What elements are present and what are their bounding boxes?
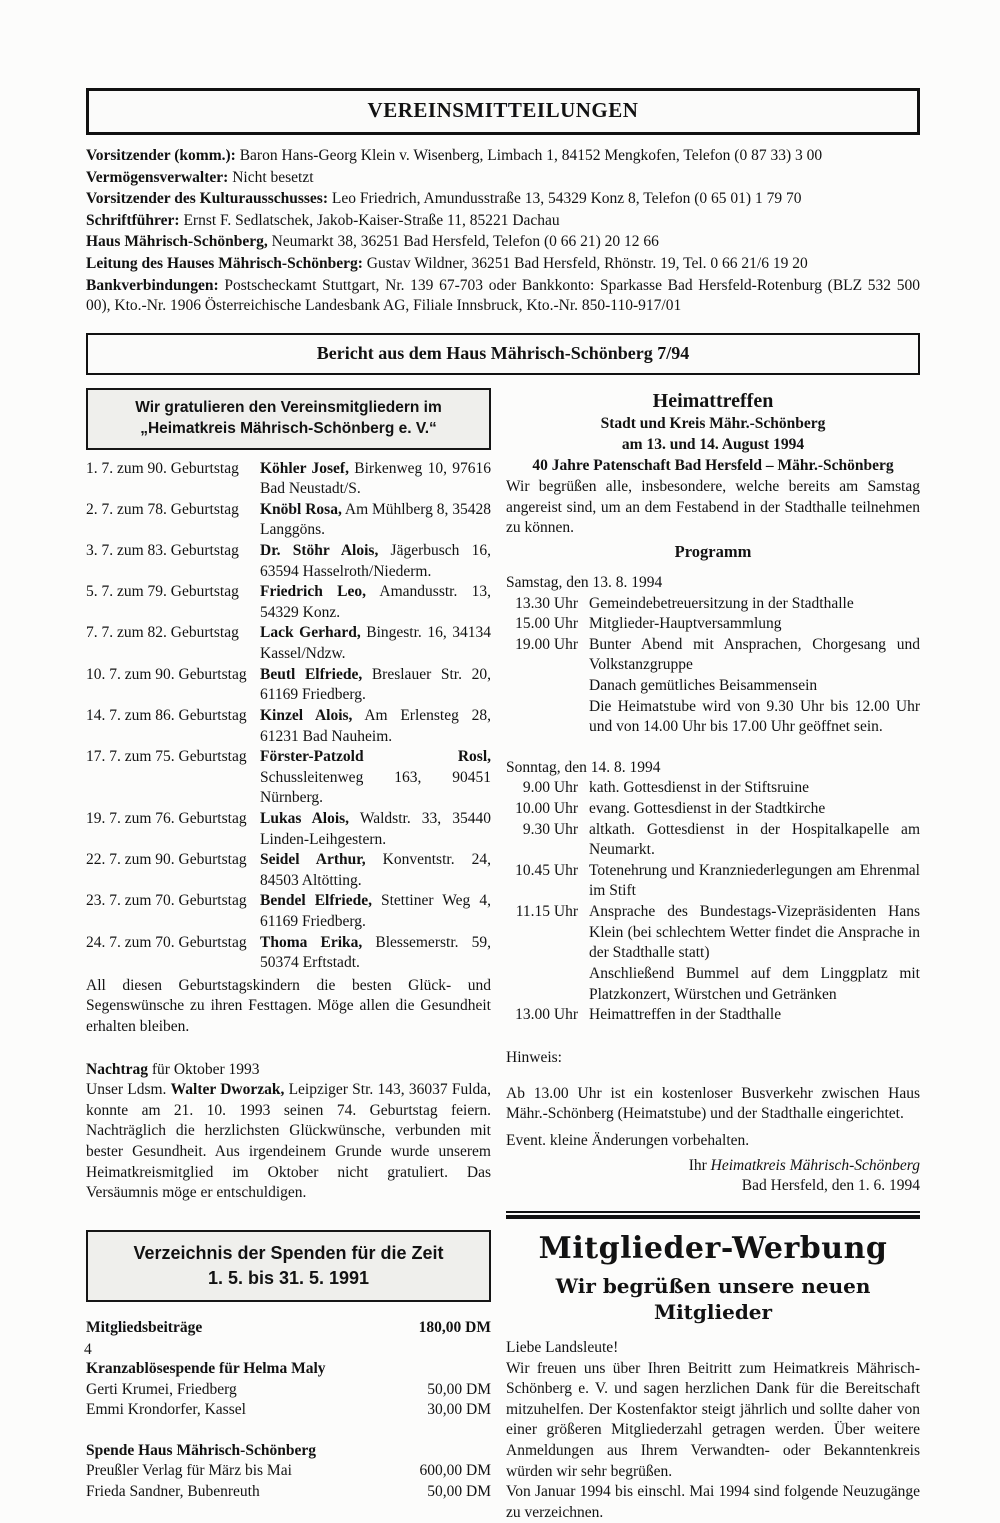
birthday-closing: All diesen Geburtstagskindern die besten Glück- und Segenswünsche zu ihren Festtagen. Möge allen die Gesundheit erhalten bleiben.: [86, 976, 491, 1036]
schedule-text: Anschließend Bummel auf dem Linggplatz mit Platzkonzert, Würstchen und Getränken: [589, 964, 920, 1003]
divider-thick-line: [506, 1215, 920, 1219]
birthday-name: Bendel Elfriede,: [260, 892, 372, 910]
schedule-text: altkath. Gottesdienst in der Hospitalkapelle am Neumarkt.: [589, 820, 920, 859]
birthday-row: [86, 500, 491, 541]
birthday-address: Konventstr. 24, 84503 Altötting.: [260, 851, 491, 889]
schedule-text: Gemeindebetreuersitzung in der Stadthalle: [589, 594, 854, 612]
birthday-name: Lack Gerhard,: [260, 624, 361, 642]
birthday-row: [86, 665, 491, 706]
nachtrag-rest: Leipziger Str. 143, 36037 Fulda, konnte am 21. 10. 1993 seinen 74. Geburtstag feiern. Nachträglich die herzlichsten Glückwünsche, verbunden mit bester Gesundheit. Aus irgendeinem Grunde wurde unserem Heimatkreismitglied im Oktober nicht gratuliert. Das Versäumnis möge er entschuldigen.: [86, 1081, 492, 1202]
spenden-donor: Emmi Krondorfer, Kassel: [86, 1401, 246, 1419]
heimattreffen-title: Heimattreffen: [652, 389, 774, 412]
birthday-entry: [260, 933, 491, 974]
officer-label: Vorsitzender des Kulturausschusses:: [86, 190, 328, 208]
birthday-date: 2. 7. zum 78. Geburtstag: [86, 500, 239, 518]
congrats-line2: „Heimatkreis Mährisch-Schönberg e. V.“: [140, 419, 437, 437]
officer-line: [86, 211, 920, 232]
heimattreffen-sub2: am 13. und 14. August 1994: [621, 435, 805, 453]
section-banner: Bericht aus dem Haus Mährisch-Schönberg 7/94: [86, 333, 920, 375]
heimattreffen-sub3: 40 Jahre Patenschaft Bad Hersfeld – Mähr.-Schönberg: [532, 456, 894, 474]
saturday-heading: Samstag, den 13. 8. 1994: [506, 573, 663, 591]
birthday-row: [86, 747, 491, 809]
schedule-row: [506, 594, 920, 615]
spenden-row: [86, 1461, 491, 1482]
spenden-row: [86, 1482, 491, 1503]
officer-line: [86, 168, 920, 189]
birthday-list: [86, 459, 491, 974]
hinweis-label: Hinweis:: [506, 1048, 562, 1066]
officer-label: Vorsitzender (komm.):: [86, 146, 236, 164]
sunday-heading: Sonntag, den 14. 8. 1994: [506, 758, 661, 776]
birthday-name: Kinzel Alois,: [260, 706, 353, 724]
schedule-text: Danach gemütliches Beisammensein: [589, 676, 818, 694]
birthday-address: Am Erlensteg 28, 61231 Bad Nauheim.: [260, 706, 491, 745]
right-column: [506, 388, 920, 1523]
nachtrag-pre: Unser Ldsm.: [86, 1081, 171, 1099]
birthday-name: Seidel Arthur,: [260, 851, 366, 869]
hinweis-text: Ab 13.00 Uhr ist ein kostenloser Busverkehr zwischen Haus Mähr.-Schönberg (Heimatstube) und der Stadthalle eingerichtet.: [506, 1084, 920, 1123]
schedule-row: [506, 1005, 920, 1026]
werbung-subtitle: Wir begrüßen unsere neuen Mitglieder: [555, 1273, 871, 1325]
sunday-schedule: [506, 778, 920, 1025]
schedule-row: [506, 676, 920, 697]
schedule-time: 10.45 Uhr: [515, 861, 578, 879]
birthday-date: 24. 7. zum 70. Geburtstag: [86, 933, 247, 951]
birthday-entry: [260, 891, 491, 932]
officer-label: Schriftführer:: [86, 211, 180, 229]
officer-label: Bankverbindungen:: [86, 276, 219, 294]
officer-text: Nicht besetzt: [228, 168, 314, 186]
birthday-entry: [260, 582, 491, 623]
schedule-time: 11.15 Uhr: [515, 903, 578, 921]
werbung-paragraph-1: Wir freuen uns über Ihren Beitritt zum Heimatkreis Mährisch-Schönberg e. V. und sagen herzlichen Dank für die Bereitschaft mitzuhelfen. Der Kostenfaktor steigt jährlich und sollte daher von einer größeren Mitgliederzahl getragen werden. Über weitere Anmeldungen aus Ihrem Verwandten- oder Bekanntenkreis würden wir sehr begrüßen.: [506, 1359, 920, 1480]
werbung-salutation: Liebe Landsleute!: [506, 1338, 619, 1356]
spenden-donor: Frieda Sandner, Bubenreuth: [86, 1482, 260, 1500]
congrats-box: [86, 388, 491, 450]
birthday-row: [86, 891, 491, 932]
schedule-time: [506, 964, 578, 1005]
birthday-date: 19. 7. zum 76. Geburtstag: [86, 809, 247, 827]
officer-line: [86, 189, 920, 210]
schedule-time: 9.30 Uhr: [522, 820, 578, 838]
spenden-amount: 600,00 DM: [419, 1462, 491, 1480]
birthday-name: Friedrich Leo,: [260, 583, 366, 601]
heimattreffen-sub1: Stadt und Kreis Mähr.-Schönberg: [600, 415, 826, 433]
birthday-name: Dr. Stöhr Alois,: [260, 542, 379, 560]
birthday-entry: [260, 747, 491, 809]
spenden-donor: Preußler Verlag für März bis Mai: [86, 1462, 292, 1480]
schedule-text: Mitglieder-Hauptversammlung: [589, 615, 782, 633]
left-column: [86, 388, 491, 1523]
schedule-time: 10.00 Uhr: [515, 800, 578, 818]
birthday-row: [86, 459, 491, 500]
schedule-row: [506, 902, 920, 964]
birthday-address: Jägerbusch 16, 63594 Hasselroth/Niederm.: [260, 542, 491, 580]
spenden-amount: 50,00 DM: [427, 1380, 491, 1398]
nachtrag-heading: [86, 1060, 491, 1081]
birthday-address: Breslauer Str. 20, 61169 Friedberg.: [260, 665, 491, 704]
birthday-date: 14. 7. zum 86. Geburtstag: [86, 706, 247, 724]
spenden-amount: 50,00 DM: [427, 1482, 491, 1500]
spenden-box: [86, 1230, 491, 1302]
schedule-text: Bunter Abend mit Ansprachen, Chorgesang und Volkstanzgruppe: [589, 635, 920, 674]
birthday-row: [86, 933, 491, 974]
birthday-address: Blessemerstr. 59, 50374 Erftstadt.: [260, 933, 492, 972]
birthday-row: [86, 623, 491, 664]
schedule-row: [506, 964, 920, 1005]
masthead-title: VEREINSMITTEILUNGEN: [367, 98, 639, 122]
werbung-title: Mitglieder-Werbung: [538, 1230, 888, 1266]
schedule-time: 13.00 Uhr: [515, 1006, 578, 1024]
birthday-address: Birkenweg 10, 97616 Bad Neustadt/S.: [260, 459, 491, 498]
signoff-name: Heimatkreis Mährisch-Schönberg: [710, 1156, 920, 1174]
birthday-entry: [260, 623, 491, 664]
hinweis-note: Event. kleine Änderungen vorbehalten.: [506, 1132, 750, 1150]
birthday-date: 17. 7. zum 75. Geburtstag: [86, 748, 247, 766]
spenden-box-line2: 1. 5. bis 31. 5. 1991: [207, 1268, 370, 1289]
programm-title: Programm: [674, 541, 752, 561]
birthday-row: [86, 582, 491, 623]
schedule-time: [506, 697, 578, 738]
spenden-box-line1: Verzeichnis der Spenden für die Zeit: [133, 1242, 444, 1263]
schedule-time: 19.00 Uhr: [515, 635, 578, 653]
werbung-paragraph-2: Von Januar 1994 bis einschl. Mai 1994 sind folgende Neuzugänge zu verzeichnen.: [506, 1483, 920, 1521]
officer-text: Baron Hans-Georg Klein v. Wisenberg, Limbach 1, 84152 Mengkofen, Telefon (0 87 33) 3 00: [235, 146, 823, 164]
birthday-address: Bingestr. 16, 34134 Kassel/Ndzw.: [260, 624, 492, 663]
signoff-pre: Ihr: [688, 1156, 711, 1174]
nachtrag-title-rest: für Oktober 1993: [148, 1060, 260, 1078]
birthday-entry: [260, 809, 491, 850]
officer-line: [86, 146, 920, 167]
birthday-entry: [260, 541, 491, 582]
birthday-address: Stettiner Weg 4, 61169 Friedberg.: [260, 892, 491, 930]
officer-text: Neumarkt 38, 36251 Bad Hersfeld, Telefon (0 66 21) 20 12 66: [267, 233, 659, 251]
schedule-time: [506, 676, 578, 697]
spenden-row: [86, 1400, 491, 1421]
schedule-text: Totenehrung und Kranzniederlegungen am Ehrenmal im Stift: [589, 861, 920, 900]
birthday-date: 22. 7. zum 90. Geburtstag: [86, 851, 247, 869]
two-column-layout: [86, 388, 920, 1523]
spenden-group-heading: Kranzablösespende für Helma Maly: [86, 1359, 326, 1377]
saturday-schedule: [506, 594, 920, 738]
heimattreffen-intro: Wir begrüßen alle, insbesondere, welche bereits am Samstag angereist sind, um an dem Festabend in der Stadthalle teilnehmen zu können.: [506, 478, 920, 537]
congrats-line1: Wir gratulieren den Vereinsmitgliedern im: [135, 398, 442, 416]
schedule-time: 9.00 Uhr: [522, 779, 578, 797]
schedule-text: Ansprache des Bundestags-Vizepräsidenten Hans Klein (bei schlechtem Wetter findet die Ansprache in der Stadthalle statt): [589, 903, 920, 962]
schedule-row: [506, 614, 920, 635]
schedule-time: 15.00 Uhr: [515, 615, 578, 633]
spenden-list: [86, 1318, 491, 1502]
schedule-row: [506, 820, 920, 861]
divider-thin-line: [506, 1211, 920, 1213]
nachtrag-label: Nachtrag: [86, 1060, 148, 1078]
birthday-row: [86, 850, 491, 891]
schedule-text: kath. Gottesdienst in der Stiftsruine: [589, 779, 809, 797]
nachtrag-name: Walter Dworzak,: [170, 1081, 285, 1099]
officer-text: Postscheckamt Stuttgart, Nr. 139 67-703 oder Bankkonto: Sparkasse Bad Hersfeld-Rotenburg (BLZ 532 500 00), Kto.-Nr. 1906 Österreichische Landesbank AG, Filiale Innsbruck, Kto.-Nr. 850-110-917/01: [86, 276, 920, 315]
signoff-line2: Bad Hersfeld, den 1. 6. 1994: [741, 1177, 920, 1195]
birthday-address: Schussleitenweg 163, 90451 Nürnberg.: [260, 768, 491, 807]
birthday-row: [86, 541, 491, 582]
birthday-name: Förster-Patzold Rosl,: [260, 748, 491, 766]
birthday-date: 10. 7. zum 90. Geburtstag: [86, 665, 247, 683]
birthday-entry: [260, 706, 491, 747]
birthday-name: Knöbl Rosa,: [260, 500, 342, 518]
birthday-date: 5. 7. zum 79. Geburtstag: [86, 583, 239, 601]
spenden-row: [86, 1380, 491, 1401]
birthday-row: [86, 809, 491, 850]
schedule-text: Heimattreffen in der Stadthalle: [589, 1006, 782, 1024]
officer-text: Gustav Wildner, 36251 Bad Hersfeld, Rhönstr. 19, Tel. 0 66 21/6 19 20: [362, 254, 808, 272]
birthday-date: 23. 7. zum 70. Geburtstag: [86, 892, 247, 910]
masthead-box: [86, 88, 920, 135]
officers-list: [86, 146, 920, 317]
schedule-time: 13.30 Uhr: [515, 594, 578, 612]
schedule-text: Die Heimatstube wird von 9.30 Uhr bis 12.00 Uhr und von 14.00 Uhr bis 17.00 Uhr geöffnet sein.: [589, 697, 920, 736]
signoff: [506, 1156, 920, 1197]
officer-line: [86, 232, 920, 253]
schedule-row: [506, 799, 920, 820]
officer-line: [86, 254, 920, 275]
spenden-total-label: Mitgliedsbeiträge: [86, 1319, 203, 1337]
birthday-entry: [260, 850, 491, 891]
birthday-entry: [260, 665, 491, 706]
birthday-address: Amandusstr. 13, 54329 Konz.: [260, 583, 492, 621]
schedule-row: [506, 635, 920, 676]
page-number: 4: [84, 1341, 92, 1358]
officer-line: [86, 276, 920, 317]
officer-label: Vermögensverwalter:: [86, 168, 229, 186]
spenden-group-heading: Spende Haus Mährisch-Schönberg: [86, 1441, 316, 1459]
officer-text: Leo Friedrich, Amundusstraße 13, 54329 Konz 8, Telefon (0 65 01) 1 79 70: [328, 190, 802, 208]
birthday-name: Beutl Elfriede,: [260, 665, 363, 683]
birthday-address: Am Mühlberg 8, 35428 Langgöns.: [260, 500, 491, 539]
schedule-row: [506, 861, 920, 902]
birthday-name: Lukas Alois,: [260, 809, 350, 827]
nachtrag-paragraph: [86, 1080, 491, 1204]
spenden-donor: Gerti Krumei, Friedberg: [86, 1380, 237, 1398]
schedule-text: evang. Gottesdienst in der Stadtkirche: [589, 800, 826, 818]
section-divider: [506, 1211, 920, 1219]
birthday-row: [86, 706, 491, 747]
birthday-name: Köhler Josef,: [260, 459, 349, 477]
birthday-entry: [260, 459, 491, 500]
birthday-date: 3. 7. zum 83. Geburtstag: [86, 542, 239, 560]
officer-label: Leitung des Hauses Mährisch-Schönberg:: [86, 254, 363, 272]
schedule-row: [506, 697, 920, 738]
birthday-entry: [260, 500, 491, 541]
officer-text: Ernst F. Sedlatschek, Jakob-Kaiser-Straße 11, 85221 Dachau: [179, 211, 560, 229]
spenden-amount: 30,00 DM: [427, 1401, 491, 1419]
birthday-date: 1. 7. zum 90. Geburtstag: [86, 459, 239, 477]
schedule-row: [506, 778, 920, 799]
officer-label: Haus Mährisch-Schönberg,: [86, 233, 268, 251]
spenden-total-amount: 180,00 DM: [418, 1319, 491, 1337]
signoff-line1: [506, 1156, 920, 1177]
birthday-date: 7. 7. zum 82. Geburtstag: [86, 624, 239, 642]
birthday-address: Waldstr. 33, 35440 Linden-Leihgestern.: [260, 809, 491, 848]
birthday-name: Thoma Erika,: [260, 933, 363, 951]
spenden-total-row: [86, 1318, 491, 1339]
